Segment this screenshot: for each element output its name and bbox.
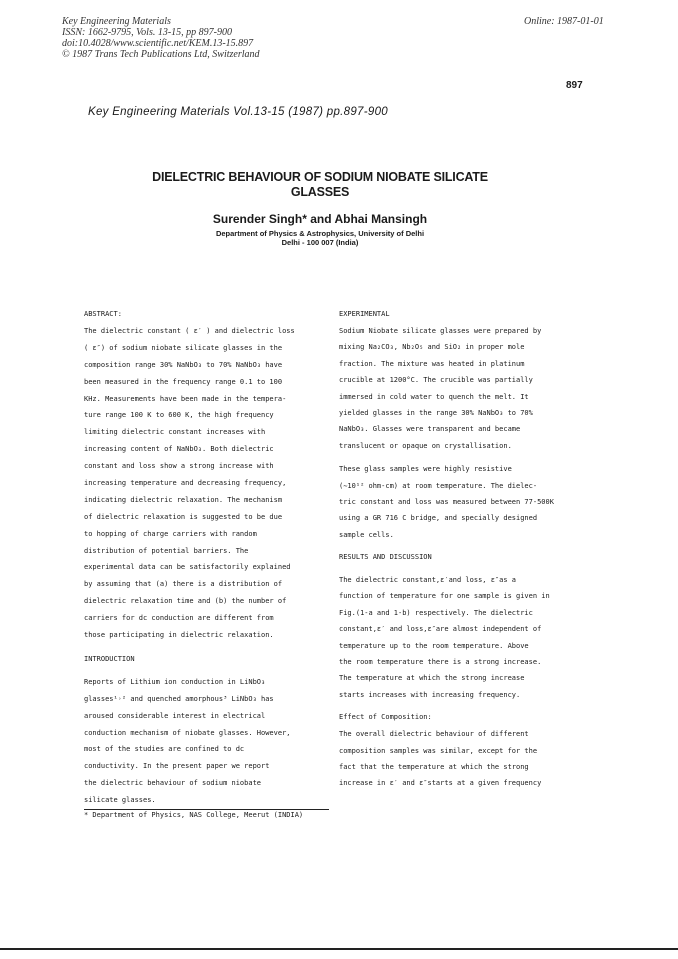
text-line: tric constant and loss was measured between 77-500K xyxy=(339,497,554,506)
text-line: using a GR 716 C bridge, and specially designed xyxy=(339,514,538,523)
effect-heading: Effect of Composition: xyxy=(339,713,432,722)
doi-line: doi:10.4028/www.scientific.net/KEM.13-15.897 xyxy=(62,38,254,49)
authors: Surender Singh* and Abhai Mansingh xyxy=(212,212,428,226)
text-line: immersed in cold water to quench the melt. It xyxy=(339,392,529,401)
bottom-rule xyxy=(0,948,678,950)
results-body xyxy=(339,572,624,703)
experimental-body-2 xyxy=(339,461,624,543)
experimental-body xyxy=(339,323,624,454)
affiliation-line-1: Department of Physics & Astrophysics, University of Delhi xyxy=(215,229,425,238)
page-number: 897 xyxy=(566,80,583,91)
text-line: temperature up to the room temperature. Above xyxy=(339,641,529,650)
text-line: function of temperature for one sample is given in xyxy=(339,592,550,601)
issn-line: ISSN: 1662-9795, Vols. 13-15, pp 897-900 xyxy=(62,27,232,38)
text-line: increase in ε′ and ε″starts at a given frequency xyxy=(339,779,542,788)
text-line: indicating dielectric relaxation. The mechanism xyxy=(84,495,283,504)
text-line: composition samples was similar, except for the xyxy=(339,746,538,755)
publication-info xyxy=(62,16,260,60)
text-line: Reports of Lithium ion conduction in LiNbO₃ xyxy=(84,677,266,686)
introduction-heading: INTRODUCTION xyxy=(84,654,135,663)
text-line: the room temperature there is a strong increase. xyxy=(339,658,542,667)
text-line: translucent or opaque on crystallisation. xyxy=(339,441,512,450)
text-line: increasing content of NaNbO₃. Both dielectric xyxy=(84,445,274,454)
text-line: those participating in dielectric relaxation. xyxy=(84,631,274,640)
text-line: yielded glasses in the range 30% NaNbO₃ to 70% xyxy=(339,408,533,417)
text-line: The dielectric constant ( ε′ ) and dielectric loss xyxy=(84,327,295,335)
title-line-1: DIELECTRIC BEHAVIOUR OF SODIUM NIOBATE SILICATE xyxy=(152,170,488,184)
text-line: constant,ε′ and loss,ε″are almost independent of xyxy=(339,625,542,634)
text-line: to hopping of charge carriers with random xyxy=(84,529,257,538)
left-column xyxy=(84,306,329,819)
right-column xyxy=(339,306,624,792)
text-line: (∼10¹² ohm-cm) at room temperature. The dielec- xyxy=(339,481,538,490)
results-heading: RESULTS AND DISCUSSION xyxy=(339,553,432,562)
text-line: dielectric relaxation time and (b) the number of xyxy=(84,597,287,606)
text-line: carriers for dc conduction are different from xyxy=(84,614,274,623)
text-line: ( ε″) of sodium niobate silicate glasses in the xyxy=(84,343,283,352)
effect-body xyxy=(339,726,624,792)
text-line: the dielectric behaviour of sodium niobate xyxy=(84,779,262,788)
text-line: The dielectric constant,ε′and loss, ε″as a xyxy=(339,576,517,585)
text-line: experimental data can be satisfactorily explained xyxy=(84,563,291,572)
affiliation xyxy=(120,229,520,247)
text-line: Sodium Niobate silicate glasses were prepared by xyxy=(339,327,542,335)
text-line: silicate glasses. xyxy=(84,796,156,805)
text-line: KHz. Measurements have been made in the tempera- xyxy=(84,394,287,403)
text-line: These glass samples were highly resistive xyxy=(339,465,512,474)
title-line-2: GLASSES xyxy=(290,185,350,199)
text-line: crucible at 1200°C. The crucible was partially xyxy=(339,376,533,385)
text-line: been measured in the frequency range 0.1 to 100 xyxy=(84,377,283,386)
text-line: limiting dielectric constant increases with xyxy=(84,428,266,437)
text-line: starts increases with increasing frequency. xyxy=(339,690,521,699)
copyright-line: © 1987 Trans Tech Publications Ltd, Switzerland xyxy=(62,49,260,60)
text-line: The temperature at which the strong increase xyxy=(339,674,525,683)
journal-name: Key Engineering Materials xyxy=(62,16,171,27)
text-line: fact that the temperature at which the strong xyxy=(339,762,529,771)
text-line: glasses¹˒² and quenched amorphous³ LiNbO₃ has xyxy=(84,694,274,703)
text-line: The overall dielectric behaviour of different xyxy=(339,730,529,739)
abstract-heading: ABSTRACT: xyxy=(84,310,122,318)
text-line: aroused considerable interest in electrical xyxy=(84,711,266,720)
text-line: by assuming that (a) there is a distribution of xyxy=(84,580,283,589)
text-line: of dielectric relaxation is suggested to be due xyxy=(84,512,283,521)
text-line: sample cells. xyxy=(339,530,394,539)
text-line: fraction. The mixture was heated in platinum xyxy=(339,359,525,368)
text-line: constant and loss show a strong increase with xyxy=(84,462,274,471)
text-line: distribution of potential barriers. The xyxy=(84,546,249,555)
affiliation-line-2: Delhi - 100 007 (India) xyxy=(281,238,359,247)
text-line: Fig.(1-a and 1-b) respectively. The dielectric xyxy=(339,608,533,617)
paper-title xyxy=(120,170,520,200)
experimental-heading: EXPERIMENTAL xyxy=(339,310,390,318)
text-line: most of the studies are confined to dc xyxy=(84,745,245,754)
text-line: NaNbO₃. Glasses were transparent and became xyxy=(339,425,521,434)
introduction-body xyxy=(84,674,329,809)
abstract-body xyxy=(84,323,329,644)
text-line: increasing temperature and decreasing frequency, xyxy=(84,479,287,488)
text-line: conduction mechanism of niobate glasses. However, xyxy=(84,728,291,737)
footnote: * Department of Physics, NAS College, Meerut (INDIA) xyxy=(84,809,329,819)
text-line: mixing Na₂CO₃, Nb₂O₅ and SiO₂ in proper mole xyxy=(339,343,525,352)
text-line: composition range 30% NaNbO₃ to 70% NaNbO₃ have xyxy=(84,360,283,369)
journal-citation: Key Engineering Materials Vol.13-15 (1987) pp.897-900 xyxy=(88,106,388,118)
online-date: Online: 1987-01-01 xyxy=(524,16,604,27)
text-line: ture range 100 K to 600 K, the high frequency xyxy=(84,411,274,420)
text-line: conductivity. In the present paper we report xyxy=(84,762,270,771)
